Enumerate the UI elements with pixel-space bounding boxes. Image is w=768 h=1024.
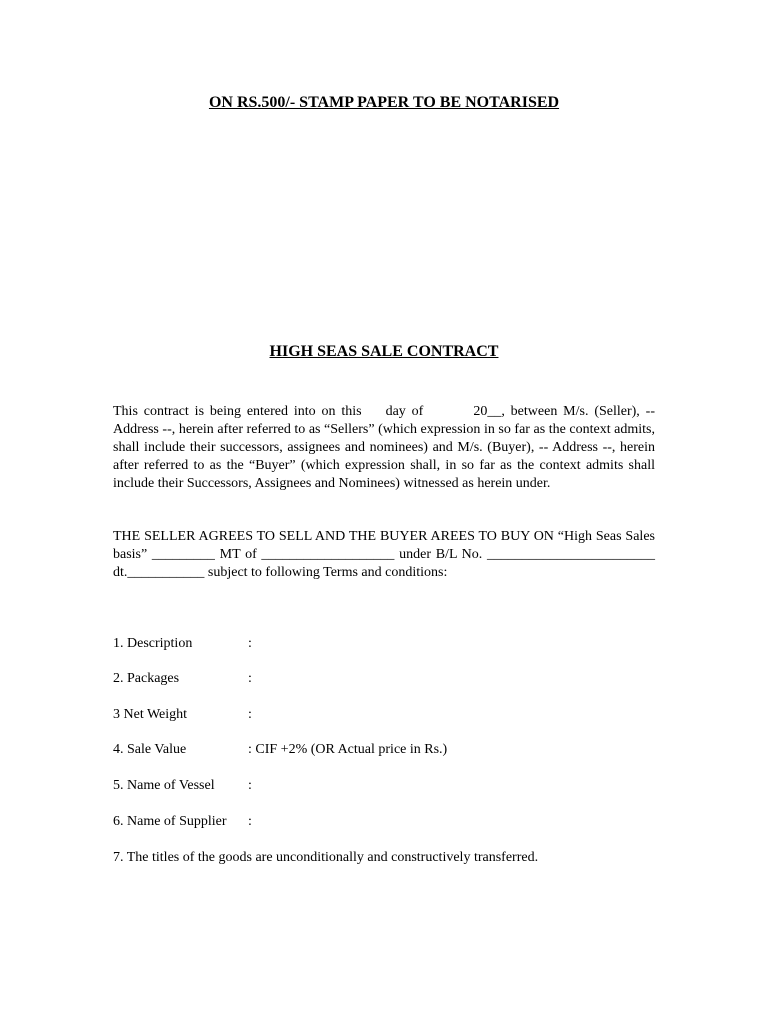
contract-title: HIGH SEAS SALE CONTRACT [269, 343, 499, 360]
agreement-paragraph: THE SELLER AGREES TO SELL AND THE BUYER AREES TO BUY ON “High Seas Sales basis” _________ MT of ___________________ under B/L No. ________________________ dt.___________ subject to following Terms and conditions: [113, 529, 655, 580]
term-label: 1. Description [113, 636, 193, 651]
term-item-description [113, 635, 655, 653]
term-value: : [248, 814, 252, 829]
term-label: 5. Name of Vessel [113, 778, 215, 793]
term-item-sale-value [113, 741, 655, 759]
stamp-paper-heading: ON RS.500/- STAMP PAPER TO BE NOTARISED [208, 94, 560, 111]
term-value: : [248, 671, 252, 686]
term-value: : [248, 778, 252, 793]
term-item-vessel [113, 777, 655, 795]
intro-text-part1: This contract is being entered into on this [113, 404, 362, 419]
term-value: : CIF +2% (OR Actual price in Rs.) [248, 742, 448, 757]
term-value: : [248, 707, 252, 722]
term-item-net-weight [113, 706, 655, 724]
term-label: 2. Packages [113, 671, 180, 686]
term-item-supplier [113, 813, 655, 831]
intro-paragraph [113, 403, 655, 493]
term-item-title-transfer: 7. The titles of the goods are unconditionally and constructively transferred. [113, 850, 539, 865]
term-label: 4. Sale Value [113, 742, 187, 757]
intro-text-part3: 20__, between M/s. (Seller), -- Address --, herein after referred to as “Sellers” (which expression in so far as the context admits, shall include their successors, assignees and nominees) and M/s. (Buyer), -- Address --, herein after referred to as the “Buyer” (which expression shall, in so far as the context admits shall include their Successors, Assignees and Nominees) witnessed as herein under. [113, 404, 655, 491]
term-item-packages [113, 670, 655, 688]
term-label: 6. Name of Supplier [113, 814, 227, 829]
intro-text-part2: day of [385, 404, 424, 419]
term-value: : [248, 636, 252, 651]
term-label: 3 Net Weight [113, 707, 188, 722]
